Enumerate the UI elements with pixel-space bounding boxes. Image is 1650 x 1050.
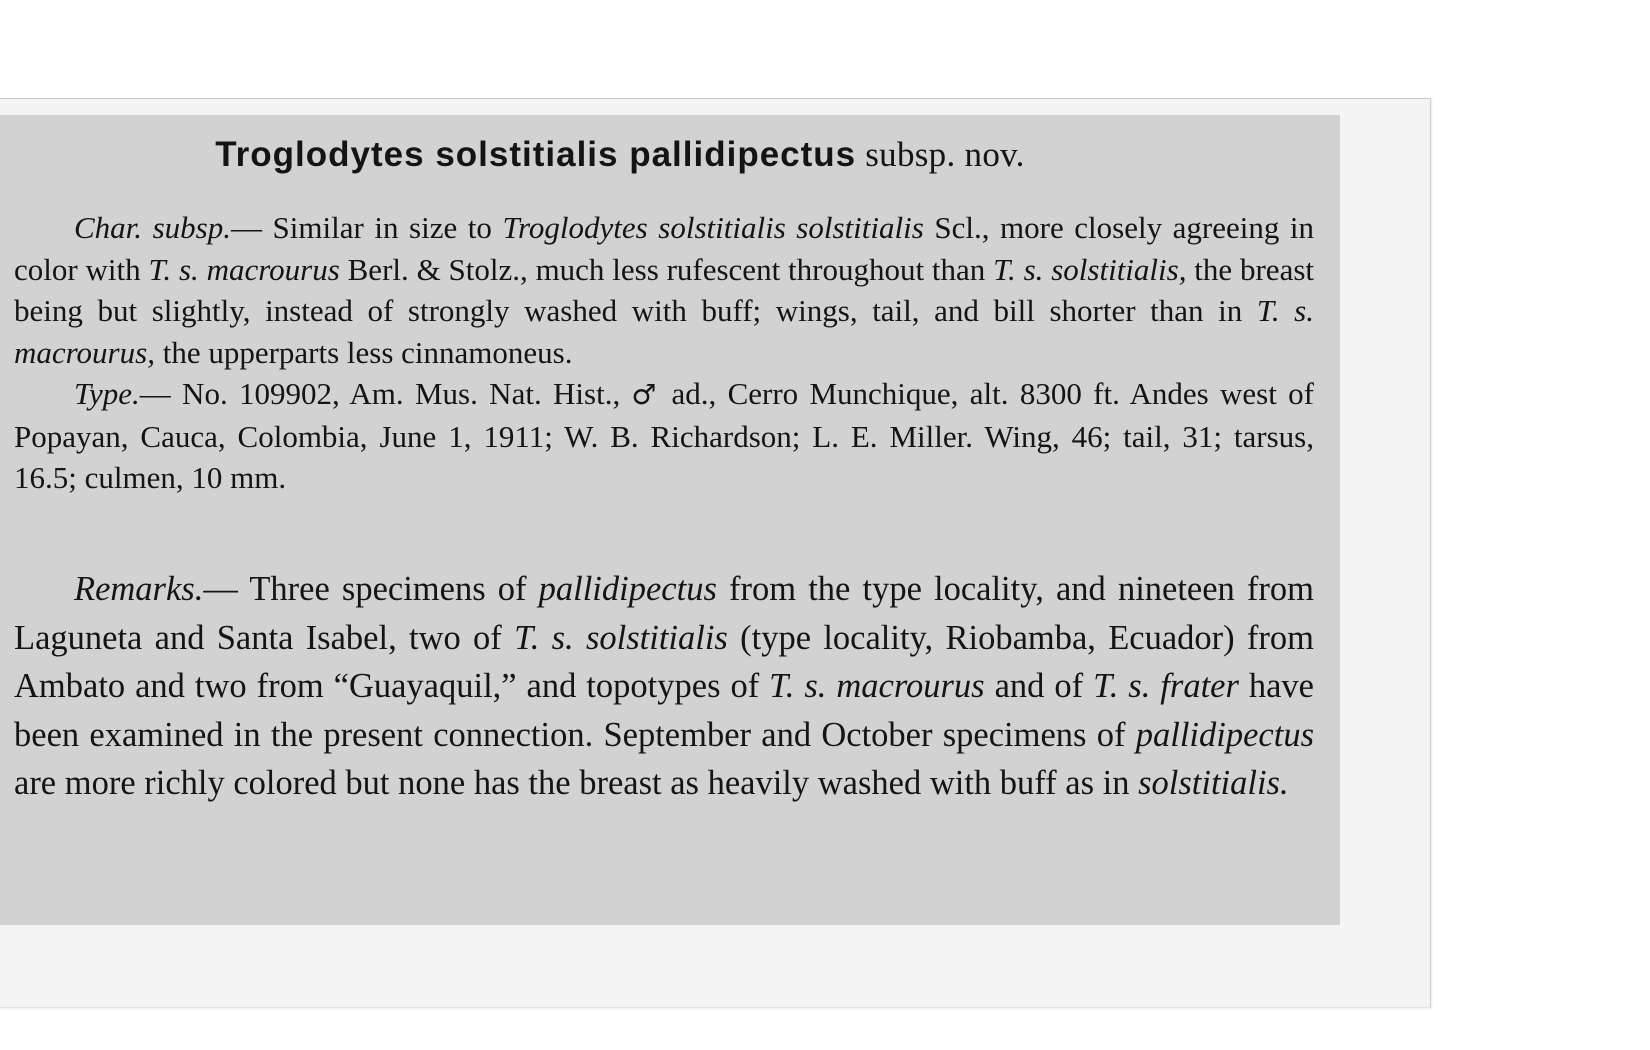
text-clipping bbox=[0, 115, 1340, 925]
char-subsp-italic-1: Troglodytes solstitialis solstitialis bbox=[502, 210, 924, 245]
type-dash: — bbox=[139, 376, 171, 411]
remarks-dash: — bbox=[203, 570, 238, 608]
type-text-1: No. 109902, Am. Mus. Nat. Hist., bbox=[170, 376, 632, 411]
char-subsp-text-4: the breast being but slightly, instead of strongly washed with buff; wings, tail, and bill shorter than in bbox=[14, 251, 1315, 328]
designation-text: subsp. nov. bbox=[865, 135, 1025, 174]
char-subsp-label: Char. subsp. bbox=[74, 210, 231, 245]
type-text-2: ad., Cerro Munchique, alt. 8300 ft. Andes west of Popayan, Cauca, Colombia, June 1, 1911; W. B. Richardson; L. E. Miller. Wing, 46; tail, 31; tarsus, 16.5; culmen, 10 mm. bbox=[14, 376, 1314, 495]
char-subsp-italic-2: T. s. macrourus bbox=[148, 251, 340, 287]
remarks-italic-4: T. s. frater bbox=[1093, 667, 1239, 705]
char-subsp-text-5: the upperparts less cinnamoneus. bbox=[154, 334, 573, 370]
remarks-italic-3: T. s. macrourus bbox=[769, 667, 985, 705]
description-block bbox=[14, 207, 1314, 499]
remarks-text-4: and of bbox=[984, 667, 1094, 705]
char-subsp-text-3: Berl. & Stolz., much less rufescent throughout than bbox=[339, 251, 994, 287]
taxon-name: Troglodytes solstitialis pallidipectus bbox=[215, 135, 857, 174]
char-subsp-text-1: Similar in size to bbox=[262, 210, 503, 245]
remarks-label: Remarks. bbox=[74, 570, 204, 608]
remarks-italic-5: pallidipectus bbox=[1135, 715, 1314, 754]
char-subsp-italic-3: T. s. solstitialis, bbox=[993, 251, 1187, 287]
subspecies-heading bbox=[0, 135, 1240, 175]
remarks-text-6: are more richly colored but none has the breast as heavily washed with buff as in bbox=[14, 764, 1139, 802]
char-subsp-paragraph bbox=[14, 207, 1314, 373]
remarks-text-3: (type locality, Riobamba, Ecuador) from Ambato and two from “Guayaquil,” and topotypes of bbox=[14, 618, 1314, 705]
remarks-text-1: Three specimens of bbox=[237, 570, 539, 608]
remarks-text-5: have been examined in the present connection. September and October specimens of bbox=[14, 667, 1314, 754]
remarks-paragraph bbox=[14, 565, 1314, 808]
remarks-italic-2: T. s. solstitialis bbox=[514, 618, 728, 657]
char-subsp-italic-4: T. s. macrourus, bbox=[14, 293, 1314, 370]
char-subsp-text-2: Scl., more closely agreeing in color with bbox=[14, 210, 1315, 287]
char-subsp-dash: — bbox=[231, 210, 262, 245]
specimen-card bbox=[0, 98, 1431, 1008]
male-symbol: ♂ bbox=[631, 378, 661, 411]
remarks-text-2: from the type locality, and nineteen from Laguneta and Santa Isabel, two of bbox=[14, 570, 1314, 657]
type-label: Type. bbox=[74, 376, 140, 411]
type-paragraph bbox=[14, 373, 1314, 499]
remarks-italic-6: solstitialis. bbox=[1138, 764, 1289, 802]
remarks-block bbox=[14, 565, 1314, 808]
remarks-italic-1: pallidipectus bbox=[538, 570, 717, 608]
